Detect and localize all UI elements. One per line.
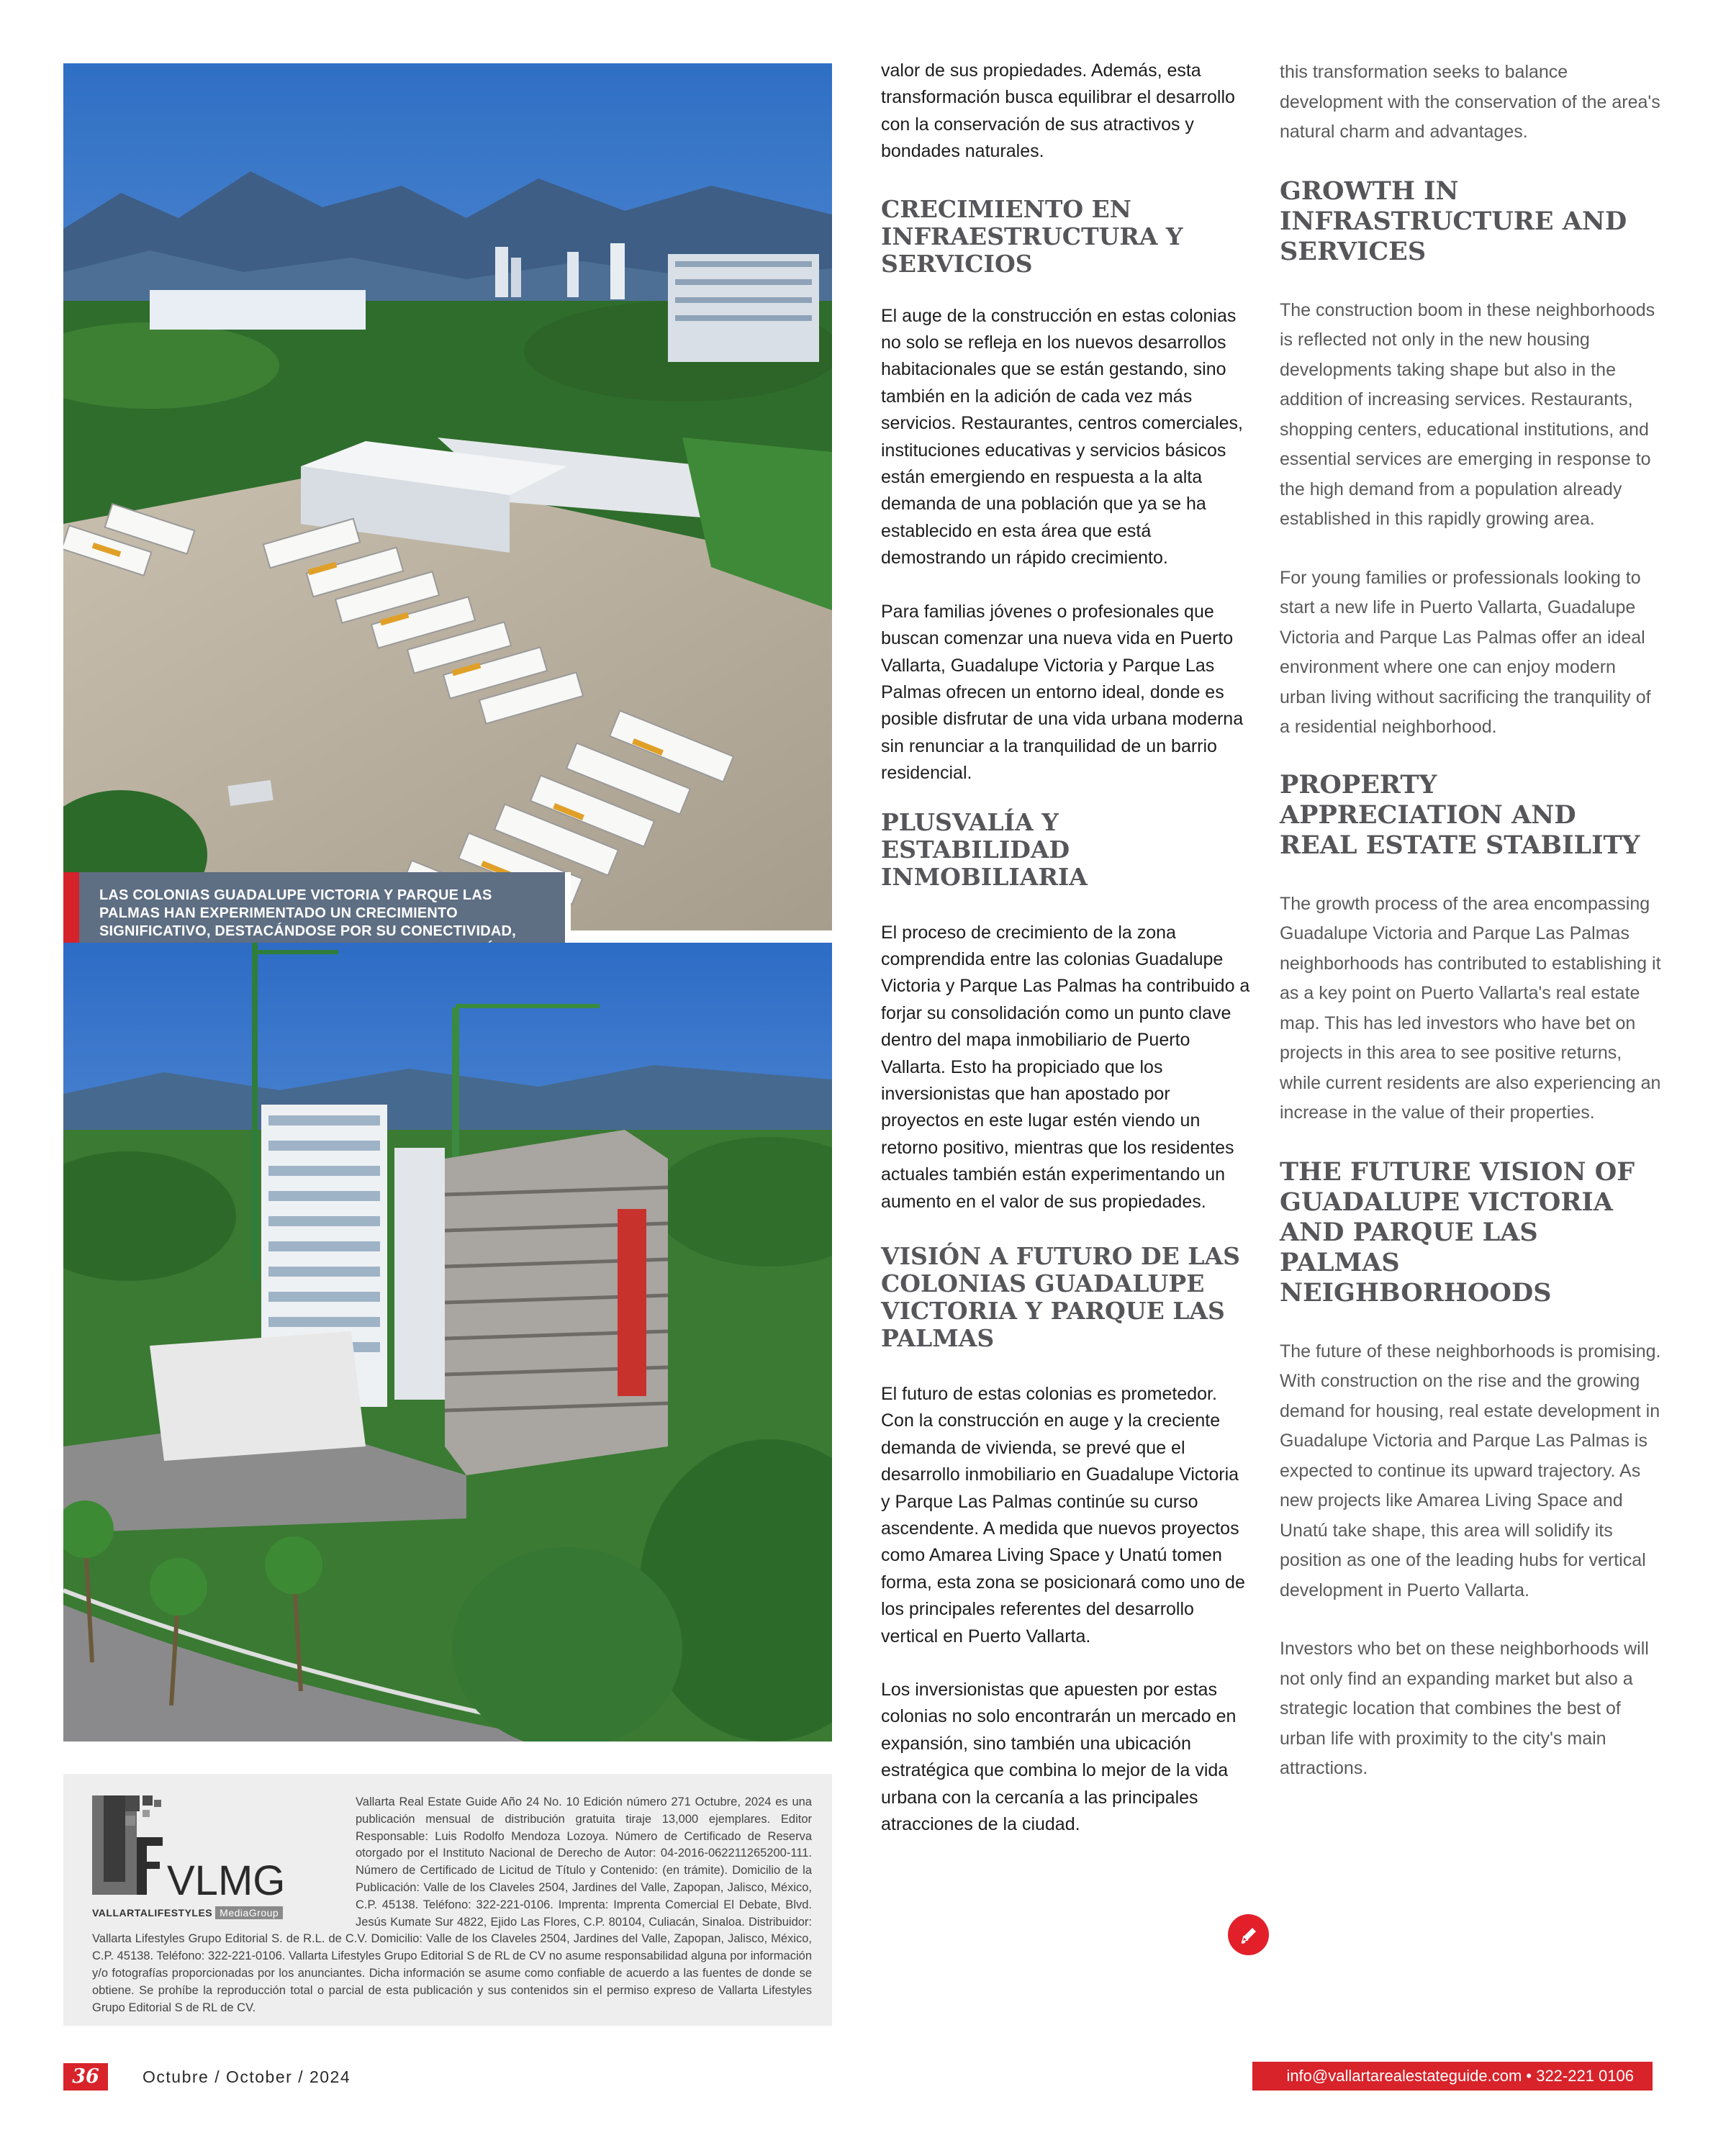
imprint-legal-text: Vallarta Real Estate Guide Año 24 No. 10 Edición número 271 Octubre, 2024 es una publicación mensual de distribución gratuita tiraje 13,000 ejemplares. Editor Responsable: Luis Rodolfo Mendoza Lozoya. Número de Certificado de Reserva otorgado por el Instituto Nacional de Derecho de Autor: 04-2016-062211265200-111. Número de Certificado de Licitud de Título y Contenido: (en trámite). Domicilio de la Publicación: Valle de los Claveles 2504, Jardines del Valle, Zapopan, Jalisco, México, C.P. 45138. Teléfono: 322-221-0106. Imprenta: Imprenta Comercial El Debate, Blvd. Jesús Kumate Sur 4822, Ejido Las Flores, C.P. 80104, Culiacán, Sinaloa. Distribuidor: Vallarta Lifestyles Grupo Editorial S. de R.L. de C.V. Domicilio: Valle de los Claveles 2504, Jardines del Valle, Zapopan, Jalisco, México, C.P. 45138. Teléfono: 322-221-0106. Vallarta Lifestyles Grupo Editorial S de RL de CV no asume responsabilidad alguna por información y/o fotografías proporcionadas por los anunciantes. Dicha información se asume como confiable de acuerdo a las fuentes de donde se obtiene. Se prohíbe la reproducción total o parcial de esta publicación y sus contenidos sin el permiso expreso de Vallarta Lifestyles Grupo Editorial S de RL de CV.	[92, 1795, 812, 2014]
page-number: 36	[63, 2063, 108, 2091]
en-paragraph-growth-2: For young families or professionals looking to start a new life in Puerto Vallarta, Guadalupe Victoria and Parque Las Palmas offer an ideal environment where one can enjoy modern urban living without sacrificing the tranquility of a residential neighborhood.	[1280, 567, 1651, 737]
es-paragraph-vision-2: Los inversionistas que apuesten por estas colonias no solo encontrarán un mercado en expansión, sino también una ubicación estratégica que combina lo mejor de la vida urbana con la cercanía a las principales atracciones de la ciudad.	[881, 1680, 1237, 1835]
english-article-column	[1280, 58, 1661, 1784]
es-paragraph-plusvalia: El proceso de crecimiento de la zona comprendida entre las colonias Guadalupe Victoria y Parque Las Palmas ha contribuido a forjar su consolidación como un punto clave dentro del mapa inmobiliario de Puerto Vallarta. Esto ha propiciado que los inversionistas que han apostado por proyectos en este lugar estén viendo un retorno positivo, mientras que los residentes actuales también están experimentando un aumento en el valor de sus propiedades.	[881, 922, 1250, 1212]
photo-caption: LAS COLONIAS GUADALUPE VICTORIA Y PARQUE LAS PALMAS HAN EXPERIMENTADO UN CRECIMIENTO SIGNIFICATIVO, DESTACÁNDOSE POR SU CONECTIVIDAD,	[63, 872, 571, 996]
contact-info[interactable]: info@vallartarealestateguide.com • 322-221 0106	[1252, 2062, 1653, 2091]
en-paragraph-vision-2: Investors who bet on these neighborhoods will not only find an expanding market but also a strategic location that combines the best of urban life with proximity to the city's main attractions.	[1280, 1639, 1649, 1778]
vlmg-logo-badge: MediaGroup	[215, 1906, 283, 1919]
en-paragraph-property: The growth process of the area encompassing Guadalupe Victoria and Parque Las Palmas neighborhoods has contributed to establishing it as a key point on Puerto Vallarta's real estate map. This has led investors who have bet on projects in this area to see positive returns, while current residents are also experiencing an increase in the value of their properties.	[1280, 893, 1661, 1123]
vlmg-logo	[92, 1794, 345, 1929]
en-paragraph-intro: this transformation seeks to balance development with the conservation of the area's natural charm and advantages.	[1280, 62, 1660, 142]
vlmg-logo-subtitle	[92, 1905, 283, 1922]
en-paragraph-growth-1: The construction boom in these neighborhoods is reflected not only in the new housing developments taking shape but also in the addition of increasing services. Restaurants, shopping centers, educational institutions, and essential services are emerging in response to the high demand from a population already established in this rapidly growing area.	[1280, 299, 1655, 529]
vlmg-logo-text: VLMG	[167, 1857, 286, 1902]
es-heading-plusvalia: PLUSVALÍA Y ESTABILIDAD INMOBILIARIA	[881, 807, 1088, 891]
pen-icon	[1228, 1914, 1269, 1955]
towers-construction-photo	[63, 943, 832, 1741]
es-paragraph-vision-1: El futuro de estas colonias es prometedor. Con la construcción en auge y la creciente demanda de vivienda, se prevé que el desarrollo inmobiliario en Guadalupe Victoria y Parque Las Palmas continúe su curso ascendente. A medida que nuevos proyectos como Amarea Living Space y Unatú tomen forma, esta zona se posicionará como uno de los principales referentes del desarrollo vertical en Puerto Vallarta.	[881, 1384, 1245, 1647]
es-paragraph-intro: valor de sus propiedades. Además, esta transformación busca equilibrar el desarrollo con la conservación de sus atractivos y bondades naturales.	[881, 60, 1235, 162]
en-heading-property: PROPERTY APPRECIATION AND REAL ESTATE STABILITY	[1280, 769, 1640, 860]
imprint-box	[63, 1774, 832, 2026]
es-heading-growth: CRECIMIENTO EN INFRAESTRUCTURA Y SERVICIOS	[881, 194, 1183, 278]
es-paragraph-growth-1: El auge de la construcción en estas colonias no solo se refleja en los nuevos desarrollos habitacionales que se están gestando, sino también en la adición de cada vez más servicios. Restaurantes, centros comerciales, instituciones educativas y servicios básicos están emergiendo en respuesta a la alta demanda de una población que ya se ha establecido en esta área que está demostrando un rápido crecimiento.	[881, 305, 1243, 569]
en-heading-vision: THE FUTURE VISION OF GUADALUPE VICTORIA AND PARQUE LAS PALMAS NEIGHBORHOODS	[1280, 1156, 1635, 1308]
en-paragraph-vision-1: The future of these neighborhoods is promising. With construction on the rise and the growing demand for housing, real estate development in Guadalupe Victoria and Parque Las Palmas is expected to continue its upward trajectory. As new projects like Amarea Living Space and Unatú take shape, this area will solidify its position as one of the leading hubs for vertical development in Puerto Vallarta.	[1280, 1341, 1661, 1600]
es-heading-vision: VISIÓN A FUTURO DE LAS COLONIAS GUADALUPE VICTORIA Y PARQUE LAS PALMAS	[881, 1242, 1240, 1352]
vlmg-logo-subtitle-text: VALLARTALIFESTYLES	[92, 1907, 213, 1919]
issue-date: Octubre / October / 2024	[143, 2067, 351, 2086]
spanish-article-column	[881, 58, 1252, 1839]
es-paragraph-growth-2: Para familias jóvenes o profesionales que buscan comenzar una nueva vida en Puerto Vallarta, Guadalupe Victoria y Parque Las Palmas ofrecen un entorno ideal, donde es posible disfrutar de una vida urbana moderna sin renunciar a la tranquilidad de un barrio residencial.	[881, 601, 1244, 784]
bus-depot-aerial-photo	[63, 63, 832, 930]
en-heading-growth: GROWTH IN INFRASTRUCTURE AND SERVICES	[1280, 176, 1627, 266]
vlmg-logo-mark	[92, 1794, 308, 1902]
